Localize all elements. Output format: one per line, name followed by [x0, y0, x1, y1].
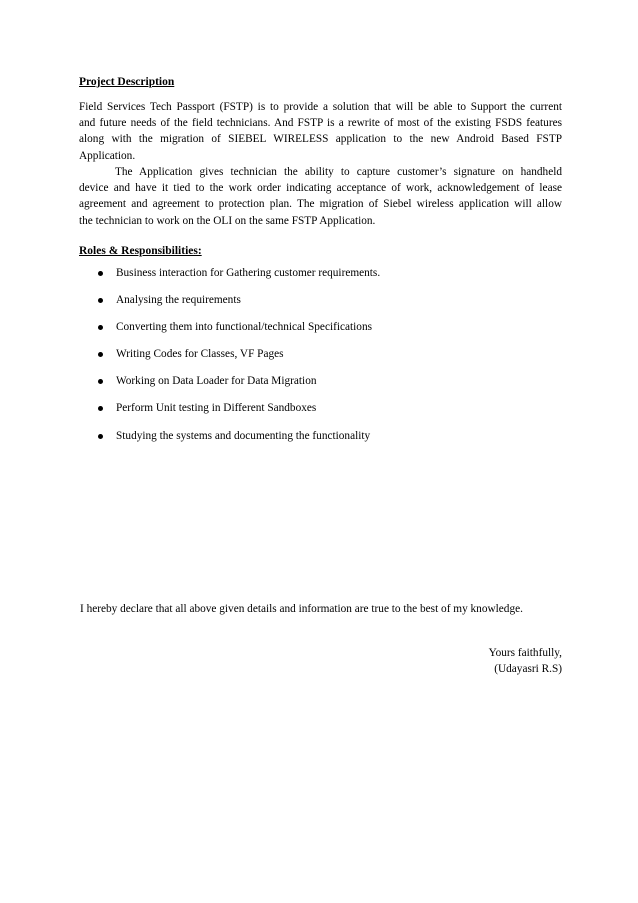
declaration-text: I hereby declare that all above given details and information are true to the best of my knowledge. [80, 603, 523, 615]
list-item [79, 400, 562, 427]
bullet-icon [98, 406, 103, 411]
paragraph-line: agreement and agreement to protection plan. The migration of Siebel wireless application will allow [79, 198, 562, 211]
bullet-icon [98, 298, 103, 303]
bullet-icon [98, 271, 103, 276]
bullet-icon [98, 352, 103, 357]
list-item [79, 373, 562, 400]
paragraph-line: device and have it tied to the work order indicating acceptance of work, acknowledgement of lease [79, 182, 562, 195]
paragraph-line: Field Services Tech Passport (FSTP) is to provide a solution that will be able to Support the current [79, 101, 562, 113]
paragraph-line: along with the migration of SIEBEL WIRELESS application to the new Android Based FSTP [79, 133, 562, 146]
paragraph-line: and future needs of the field technicians. And FSTP is a rewrite of most of the existing FSDS features [79, 117, 562, 130]
project-description-heading: Project Description [79, 76, 175, 88]
paragraph-line: The Application gives technician the ability to capture customer’s signature on handheld [115, 166, 562, 178]
paragraph-line: the technician to work on the OLI on the same FSTP Application. [79, 214, 376, 227]
signatory-name: (Udayasri R.S) [494, 663, 562, 675]
list-item [79, 292, 562, 319]
bullet-icon [98, 434, 103, 439]
bullet-icon [98, 325, 103, 330]
list-item [79, 428, 562, 455]
project-description-paragraph-2 [79, 164, 562, 229]
list-item-text: Analysing the requirements [116, 294, 241, 307]
list-item-text: Perform Unit testing in Different Sandboxes [116, 402, 317, 415]
list-item-text: Business interaction for Gathering customer requirements. [116, 267, 381, 279]
list-item [79, 319, 562, 346]
list-item [79, 346, 562, 373]
bullet-icon [98, 379, 103, 384]
closing-salutation: Yours faithfully, [488, 647, 562, 659]
paragraph-line: Application. [79, 149, 136, 162]
responsibilities-list [79, 265, 562, 455]
list-item-text: Working on Data Loader for Data Migration [116, 375, 317, 388]
roles-heading: Roles & Responsibilities: [79, 245, 202, 257]
list-item-text: Converting them into functional/technical Specifications [116, 321, 372, 334]
list-item-text: Studying the systems and documenting the functionality [116, 429, 371, 442]
list-item [79, 265, 562, 292]
list-item-text: Writing Codes for Classes, VF Pages [116, 348, 284, 361]
project-description-paragraph-1 [79, 99, 562, 164]
